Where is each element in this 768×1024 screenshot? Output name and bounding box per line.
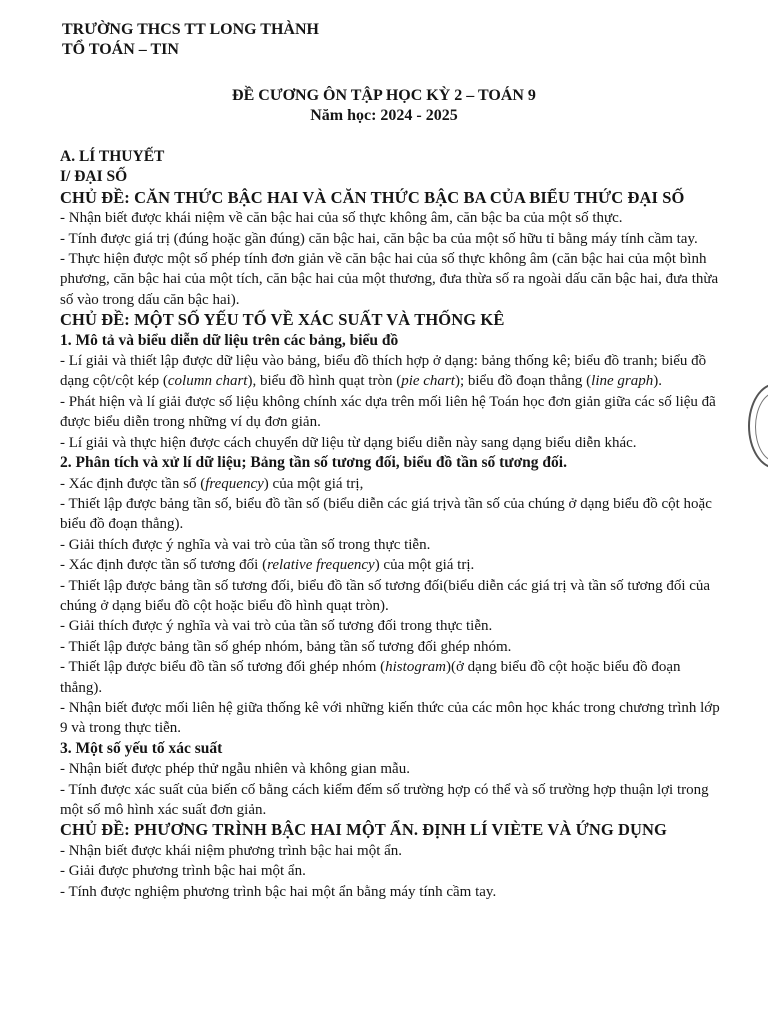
list-item: - Nhận biết được mối liên hệ giữa thống kê với những kiến thức của các môn học khác trong chương trình lớp 9 và trong thực tiễn. [60,699,720,737]
list-item: - Giải thích được ý nghĩa và vai trò của tần số tương đối trong thực tiễn. [60,618,493,635]
part-heading-algebra: I/ ĐẠI SỐ [60,168,128,186]
topic-heading-roots: CHỦ ĐỀ: CĂN THỨC BẬC HAI VÀ CĂN THỨC BẬC BA CỦA BIỂU THỨC ĐẠI SỐ [60,187,685,207]
list-item: - Lí giải và thực hiện được cách chuyển dữ liệu từ dạng biểu diễn này sang dạng biểu diễn khác. [60,434,637,451]
list-item: - Thiết lập được biểu đồ tần số tương đối ghép nhóm (histogram)(ở dạng biểu đồ cột hoặc biểu đồ đoạn thẳng). [60,659,681,696]
list-item: - Thiết lập được bảng tần số tương đối, biểu đồ tần số tương đối(biểu diễn các giá trị và tần số tương đối của chúng ở dạng biểu đồ cột hoặc biểu đồ hình quạt tròn). [60,577,711,614]
list-item: - Phát hiện và lí giải được số liệu không chính xác dựa trên mối liên hệ Toán học đơn giản giữa các số liệu đã được biểu diễn trong những ví dụ đơn giản. [60,393,716,431]
list-item: - Thiết lập được bảng tần số ghép nhóm, bảng tần số tương đối ghép nhóm. [60,638,512,655]
document-body [60,147,720,902]
document-title: ĐỀ CƯƠNG ÔN TẬP HỌC KỲ 2 – TOÁN 9 [232,87,536,104]
section-heading-theory: A. LÍ THUYẾT [60,148,165,165]
subheading-data-analysis: 2. Phân tích và xử lí dữ liệu; Bảng tần số tương đối, biểu đồ tần số tương đối. [60,454,567,472]
list-item: - Nhận biết được khái niệm về căn bậc hai của số thực không âm, căn bậc ba của một số thực. [60,210,623,227]
list-item: - Tính được nghiệm phương trình bậc hai một ẩn bằng máy tính cầm tay. [60,883,497,900]
topic-heading-statistics: CHỦ ĐỀ: MỘT SỐ YẾU TỐ VỀ XÁC SUẤT VÀ THỐNG KÊ [60,310,505,330]
list-item: - Tính được giá trị (đúng hoặc gần đúng) căn bậc hai, căn bậc ba của một số hữu tỉ bằng máy tính cầm tay. [60,230,698,247]
stamp-seal-partial [748,383,768,469]
subheading-data-representation: 1. Mô tả và biểu diễn dữ liệu trên các bảng, biểu đồ [60,331,399,349]
topic-heading-quadratic: CHỦ ĐỀ: PHƯƠNG TRÌNH BẬC HAI MỘT ẨN. ĐỊNH LÍ VIÈTE VÀ ỨNG DỤNG [60,820,667,840]
list-item: - Giải được phương trình bậc hai một ẩn. [60,863,306,880]
document-title-block [0,86,768,126]
list-item: - Lí giải và thiết lập được dữ liệu vào bảng, biểu đồ thích hợp ở dạng: bảng thống kê; biểu đồ tranh; biểu đồ dạng cột/cột kép (column chart), biểu đồ hình quạt tròn (pie chart); biểu đồ đoạn thẳng (line graph). [60,353,707,390]
subheading-probability: 3. Một số yếu tố xác suất [60,739,223,757]
department-name: TỔ TOÁN – TIN [62,41,179,58]
list-item: - Nhận biết được phép thử ngẫu nhiên và không gian mẫu. [60,761,410,778]
list-item: - Xác định được tần số (frequency) của một giá trị, [60,475,364,492]
list-item: - Thực hiện được một số phép tính đơn giản về căn bậc hai của số thực không âm (căn bậc hai của một bình phương, căn bậc hai của một tích, căn bậc hai của một thương, đưa thừa số ra ngoài dấu căn bậc hai, đưa thừa số vào trong dấu căn bậc hai). [60,251,719,308]
list-item: - Nhận biết được khái niệm phương trình bậc hai một ẩn. [60,842,403,859]
school-name: TRƯỜNG THCS TT LONG THÀNH [62,21,319,38]
list-item: - Thiết lập được bảng tần số, biểu đồ tần số (biểu diễn các giá trịvà tần số của chúng ở dạng biểu đồ cột hoặc biểu đồ đoạn thẳng). [60,495,712,533]
school-year: Năm học: 2024 - 2025 [310,107,458,124]
list-item: - Giải thích được ý nghĩa và vai trò của tần số trong thực tiễn. [60,536,431,553]
list-item: - Xác định được tần số tương đối (relative frequency) của một giá trị. [60,557,475,574]
school-header [62,20,319,60]
list-item: - Tính được xác suất của biến cố bằng cách kiểm đếm số trường hợp có thể và số trường hợp thuận lợi trong một số mô hình xác suất đơn giản. [60,781,709,818]
